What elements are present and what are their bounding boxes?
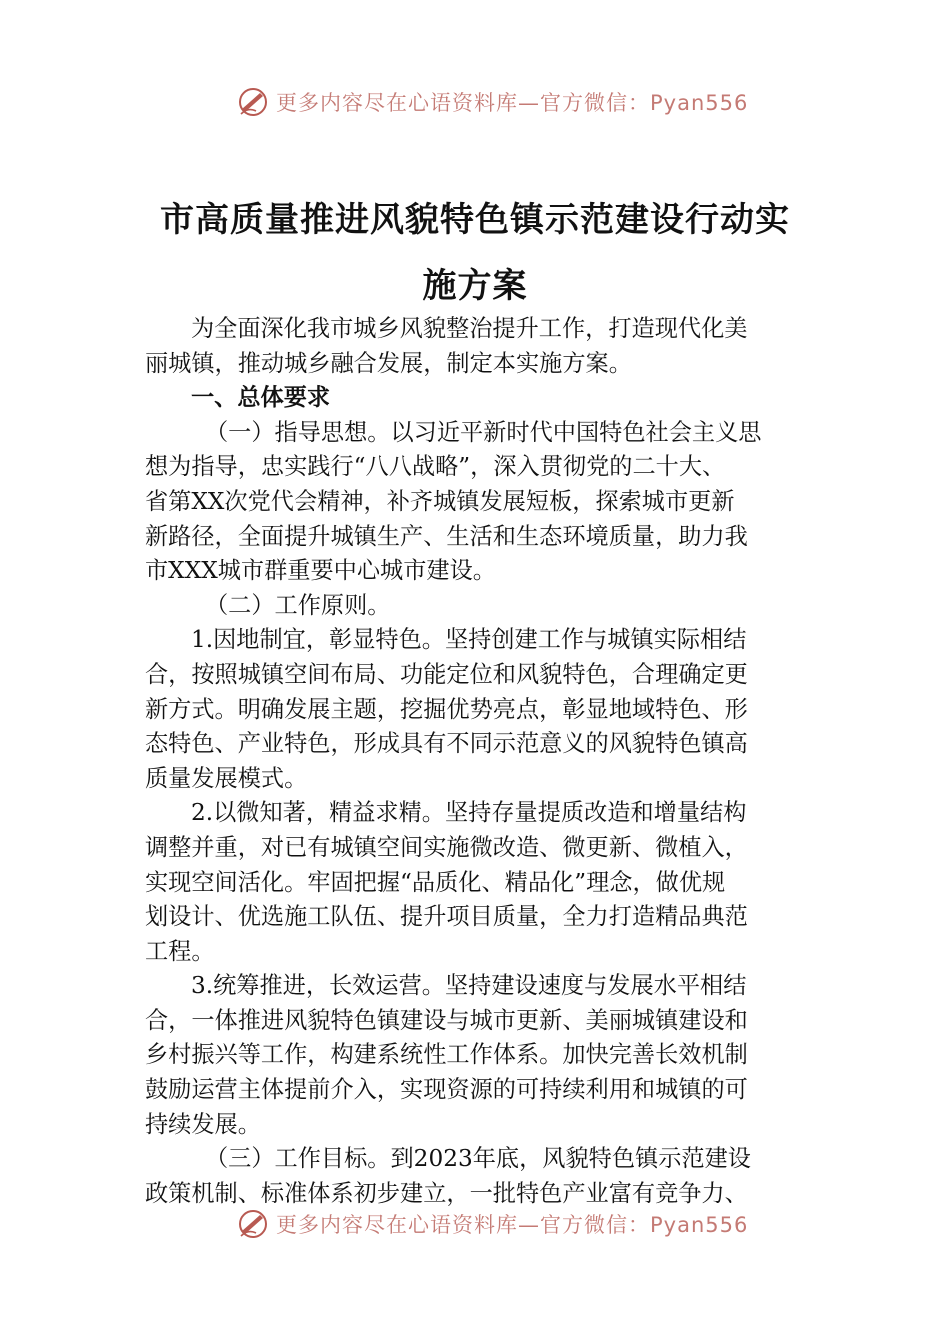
paragraph-line: 为全面深化我市城乡风貌整治提升工作，打造现代化美 bbox=[191, 315, 748, 342]
watermark-banner-bottom bbox=[0, 1204, 950, 1244]
document-title-line-2: 施方案 bbox=[422, 266, 528, 306]
watermark-banner-top bbox=[0, 82, 950, 122]
paragraph-line: 实现空间活化。牢固把握“品质化、精品化”理念，做优规 bbox=[145, 868, 726, 896]
paragraph-line: 乡村振兴等工作，构建系统性工作体系。加快完善长效机制 bbox=[145, 1041, 748, 1069]
paragraph-line: 合，一体推进风貌特色镇建设与城市更新、美丽城镇建设和 bbox=[145, 1006, 748, 1034]
paragraph-line: 想为指导，忠实践行“八八战略”，深入贯彻党的二十大、 bbox=[145, 453, 726, 481]
paragraph-line: 市XXX城市群重要中心城市建设。 bbox=[145, 557, 496, 585]
section-heading: 一、总体要求 bbox=[191, 384, 331, 412]
paragraph-line: （三）工作目标。到2023年底，风貌特色镇示范建设 bbox=[205, 1145, 751, 1173]
paragraph-line: 省第XX次党代会精神，补齐城镇发展短板，探索城市更新 bbox=[145, 487, 735, 515]
paragraph-line: 1.因地制宜，彰显特色。坚持创建工作与城镇实际相结 bbox=[191, 626, 747, 654]
paragraph-line: 调整并重，对已有城镇空间实施微改造、微更新、微植入， bbox=[145, 833, 748, 861]
paragraph-line: 政策机制、标准体系初步建立，一批特色产业富有竞争力、 bbox=[145, 1179, 748, 1207]
paragraph-line: 丽城镇，推动城乡融合发展，制定本实施方案。 bbox=[145, 349, 632, 377]
paragraph-line: 质量发展模式。 bbox=[145, 764, 308, 792]
paragraph-line: 2.以微知著，精益求精。坚持存量提质改造和增量结构 bbox=[191, 799, 747, 827]
paragraph-line: 新路径，全面提升城镇生产、生活和生态环境质量，助力我 bbox=[145, 522, 748, 550]
paragraph-line: 划设计、优选施工队伍、提升项目质量，全力打造精品典范 bbox=[145, 903, 748, 931]
paragraph-line: 3.统筹推进，长效运营。坚持建设速度与发展水平相结 bbox=[191, 972, 747, 1000]
watermark-text: 更多内容尽在心语资料库—官方微信：Pyan556 bbox=[276, 1213, 749, 1237]
watermark-text: 更多内容尽在心语资料库—官方微信：Pyan556 bbox=[276, 91, 749, 115]
subsection-heading: （二）工作原则。 bbox=[205, 591, 391, 619]
paragraph-line: 持续发展。 bbox=[145, 1110, 261, 1138]
document-title-line-1: 市高质量推进风貌特色镇示范建设行动实 bbox=[160, 200, 790, 240]
paragraph-line: 新方式。明确发展主题，挖掘优势亮点，彰显地域特色、形 bbox=[145, 695, 748, 723]
writing-hand-icon bbox=[236, 1207, 270, 1241]
paragraph-line: 态特色、产业特色，形成具有不同示范意义的风貌特色镇高 bbox=[145, 730, 748, 758]
writing-hand-icon bbox=[236, 85, 270, 119]
paragraph-line: 工程。 bbox=[145, 937, 215, 965]
document-body bbox=[145, 312, 809, 1211]
paragraph-line: 合，按照城镇空间布局、功能定位和风貌特色，合理确定更 bbox=[145, 660, 748, 688]
paragraph-line: （一）指导思想。以习近平新时代中国特色社会主义思 bbox=[205, 418, 762, 446]
paragraph-line: 鼓励运营主体提前介入，实现资源的可持续利用和城镇的可 bbox=[145, 1076, 748, 1104]
